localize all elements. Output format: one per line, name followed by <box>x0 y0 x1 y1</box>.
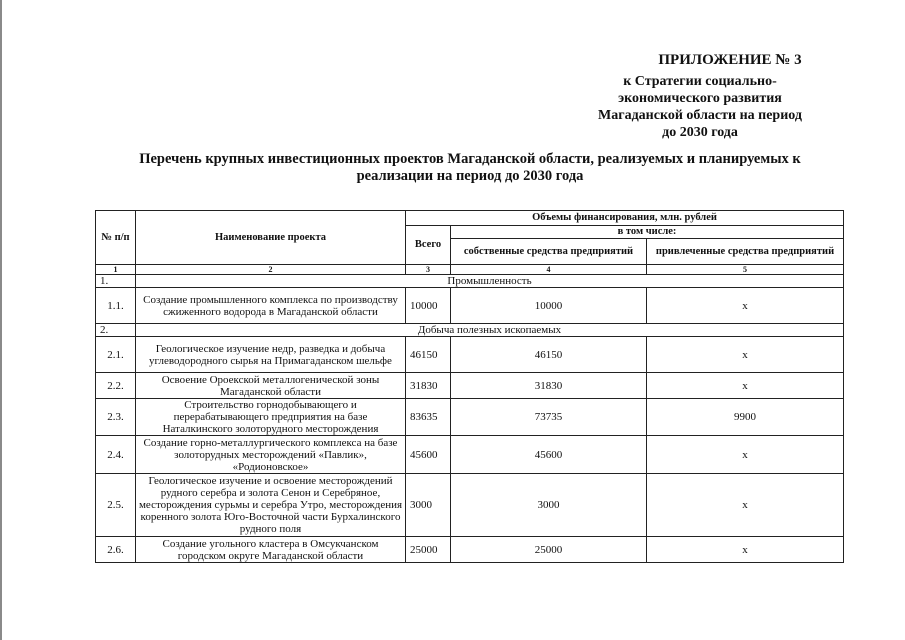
col-number: 4 <box>451 265 647 275</box>
header-including: в том числе: <box>451 226 844 239</box>
row-attracted: 9900 <box>647 399 844 436</box>
section-row <box>96 324 844 337</box>
appendix-line: к Стратегии социально- <box>623 74 777 89</box>
section-num: 2. <box>96 324 136 337</box>
row-own: 25000 <box>451 537 647 563</box>
col-number: 5 <box>647 265 844 275</box>
row-total: 45600 <box>406 436 451 474</box>
row-name: Строительство горнодобывающего и перерабатывающего предприятия на базе Наталкинского золоторудного месторождения <box>136 399 406 436</box>
row-attracted: x <box>647 537 844 563</box>
row-own: 73735 <box>451 399 647 436</box>
row-total: 25000 <box>406 537 451 563</box>
col-number: 3 <box>406 265 451 275</box>
row-own: 45600 <box>451 436 647 474</box>
row-attracted: x <box>647 436 844 474</box>
row-attracted: x <box>647 288 844 324</box>
title-line: Перечень крупных инвестиционных проектов Магаданской области, реализуемых и планируемых к <box>139 151 801 167</box>
row-num: 2.3. <box>96 399 136 436</box>
appendix-number: ПРИЛОЖЕНИЕ № 3 <box>658 52 802 68</box>
row-name: Геологическое изучение недр, разведка и добыча углеводородного сырья на Примагаданском шельфе <box>136 337 406 373</box>
row-name: Освоение Ороекской металлогенической зоны Магаданской области <box>136 373 406 399</box>
column-numbers-row <box>96 265 844 275</box>
projects-table <box>95 210 844 563</box>
table-row <box>96 337 844 373</box>
appendix-line: Магаданской области на период <box>598 108 802 123</box>
document-title <box>95 151 845 185</box>
table-header <box>96 211 844 275</box>
row-total: 31830 <box>406 373 451 399</box>
appendix-line: до 2030 года <box>662 125 738 140</box>
table-row <box>96 399 844 436</box>
row-name: Создание горно-металлургического комплекса на базе золоторудных месторождений «Павлик», «Родионовское» <box>136 436 406 474</box>
table-row <box>96 288 844 324</box>
row-attracted: x <box>647 337 844 373</box>
col-number: 1 <box>96 265 136 275</box>
row-attracted: x <box>647 373 844 399</box>
table-row <box>96 537 844 563</box>
header-name: Наименование проекта <box>136 211 406 265</box>
row-name: Создание угольного кластера в Омсукчанском городском округе Магаданской области <box>136 537 406 563</box>
header-financing: Объемы финансирования, млн. рублей <box>406 211 844 226</box>
row-own: 3000 <box>451 474 647 537</box>
header-total: Всего <box>406 226 451 265</box>
scan-edge <box>0 0 2 640</box>
header-num: № п/п <box>96 211 136 265</box>
header-attracted: привлеченные средства предприятий <box>647 239 844 265</box>
table-row <box>96 436 844 474</box>
table-row <box>96 474 844 537</box>
appendix-line: экономического развития <box>618 91 782 106</box>
row-num: 1.1. <box>96 288 136 324</box>
row-own: 31830 <box>451 373 647 399</box>
row-num: 2.2. <box>96 373 136 399</box>
row-own: 46150 <box>451 337 647 373</box>
row-attracted: x <box>647 474 844 537</box>
table-row <box>96 373 844 399</box>
row-num: 2.4. <box>96 436 136 474</box>
col-number: 2 <box>136 265 406 275</box>
row-num: 2.5. <box>96 474 136 537</box>
row-num: 2.1. <box>96 337 136 373</box>
section-title: Добыча полезных ископаемых <box>136 324 844 337</box>
section-title: Промышленность <box>136 275 844 288</box>
row-total: 10000 <box>406 288 451 324</box>
row-total: 3000 <box>406 474 451 537</box>
row-name: Геологическое изучение и освоение месторождений рудного серебра и золота Сенон и Серебряное, месторождения сурьмы и серебра Утро, месторождения коренного золота Юго-Восточной части Бурхалинского рудного поля <box>136 474 406 537</box>
row-num: 2.6. <box>96 537 136 563</box>
header-own: собственные средства предприятий <box>451 239 647 265</box>
appendix-header <box>580 52 820 141</box>
row-total: 83635 <box>406 399 451 436</box>
row-name: Создание промышленного комплекса по производству сжиженного водорода в Магаданской области <box>136 288 406 324</box>
section-num: 1. <box>96 275 136 288</box>
row-own: 10000 <box>451 288 647 324</box>
row-total: 46150 <box>406 337 451 373</box>
title-line: реализации на период до 2030 года <box>356 168 584 184</box>
section-row <box>96 275 844 288</box>
